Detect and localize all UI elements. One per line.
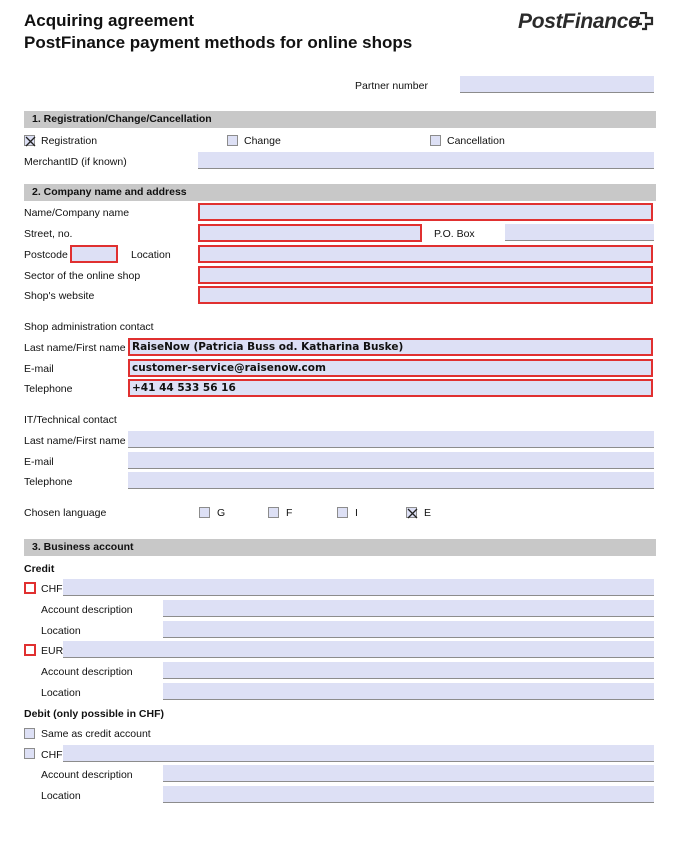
language-label: Chosen language bbox=[24, 507, 107, 519]
it-phone-field[interactable] bbox=[128, 472, 654, 489]
credit-chf-location-field[interactable] bbox=[163, 621, 654, 638]
credit-heading: Credit bbox=[24, 563, 55, 575]
location-label: Location bbox=[131, 249, 171, 261]
language-g-checkbox[interactable] bbox=[199, 507, 210, 518]
change-label: Change bbox=[244, 135, 281, 147]
credit-chf-iban-field[interactable] bbox=[63, 579, 654, 596]
postcode-field[interactable] bbox=[70, 245, 118, 263]
credit-eur-location-label: Location bbox=[41, 687, 81, 699]
language-e-label: E bbox=[424, 507, 432, 519]
admin-email-field[interactable]: customer-service@raisenow.com bbox=[128, 359, 653, 377]
section-company-header: 2. Company name and address bbox=[24, 184, 656, 201]
debit-heading: Debit (only possible in CHF) bbox=[24, 708, 165, 720]
credit-chf-location-label: Location bbox=[41, 625, 81, 637]
credit-chf-label: CHF bbox=[41, 583, 63, 595]
registration-checkbox[interactable] bbox=[24, 135, 35, 146]
language-e-checkbox[interactable] bbox=[406, 507, 417, 518]
debit-account-description-field[interactable] bbox=[163, 765, 654, 782]
credit-chf-account-description-field[interactable] bbox=[163, 600, 654, 617]
merchant-id-field[interactable] bbox=[198, 152, 654, 169]
registration-label: Registration bbox=[41, 135, 98, 147]
po-box-field[interactable] bbox=[505, 224, 654, 241]
credit-eur-label: EUR bbox=[41, 645, 64, 657]
it-phone-label: Telephone bbox=[24, 476, 73, 488]
postcode-label: Postcode bbox=[24, 249, 68, 261]
language-f-checkbox[interactable] bbox=[268, 507, 279, 518]
it-name-label: Last name/First name bbox=[24, 435, 126, 447]
credit-chf-checkbox[interactable] bbox=[24, 582, 36, 594]
it-email-field[interactable] bbox=[128, 452, 654, 469]
debit-chf-checkbox[interactable] bbox=[24, 748, 35, 759]
credit-eur-iban-field[interactable] bbox=[63, 641, 654, 658]
cancellation-label: Cancellation bbox=[447, 135, 505, 147]
company-name-label: Name/Company name bbox=[24, 207, 130, 219]
sector-label: Sector of the online shop bbox=[24, 270, 141, 282]
checkmark-x-icon bbox=[407, 508, 418, 519]
change-checkbox[interactable] bbox=[227, 135, 238, 146]
checkmark-x-icon bbox=[25, 136, 36, 147]
section-registration-header: 1. Registration/Change/Cancellation bbox=[24, 111, 656, 128]
logo-text: PostFinance bbox=[518, 10, 640, 33]
merchant-id-label: MerchantID (if known) bbox=[24, 156, 127, 168]
language-g-label: G bbox=[217, 507, 226, 519]
postfinance-logo bbox=[518, 10, 640, 34]
debit-location-label: Location bbox=[41, 790, 81, 802]
admin-phone-field[interactable]: +41 44 533 56 16 bbox=[128, 379, 653, 397]
postfinance-cross-icon bbox=[634, 12, 654, 34]
street-label: Street, no. bbox=[24, 228, 73, 240]
credit-chf-account-description-label: Account description bbox=[41, 604, 133, 616]
same-as-credit-checkbox[interactable] bbox=[24, 728, 35, 739]
debit-chf-label: CHF bbox=[41, 749, 63, 761]
location-field[interactable] bbox=[198, 245, 653, 263]
sector-field[interactable] bbox=[198, 266, 653, 284]
credit-eur-account-description-label: Account description bbox=[41, 666, 133, 678]
section-business-account-header: 3. Business account bbox=[24, 539, 656, 556]
cancellation-checkbox[interactable] bbox=[430, 135, 441, 146]
it-contact-heading: IT/Technical contact bbox=[24, 414, 117, 426]
website-field[interactable] bbox=[198, 286, 653, 304]
admin-email-label: E-mail bbox=[24, 363, 54, 375]
credit-eur-location-field[interactable] bbox=[163, 683, 654, 700]
po-box-label: P.O. Box bbox=[434, 228, 475, 240]
shop-admin-heading: Shop administration contact bbox=[24, 321, 154, 333]
language-i-checkbox[interactable] bbox=[337, 507, 348, 518]
company-name-field[interactable] bbox=[198, 203, 653, 221]
admin-name-label: Last name/First name bbox=[24, 342, 126, 354]
admin-phone-label: Telephone bbox=[24, 383, 73, 395]
credit-eur-checkbox[interactable] bbox=[24, 644, 36, 656]
it-email-label: E-mail bbox=[24, 456, 54, 468]
form-subtitle: PostFinance payment methods for online shops bbox=[24, 33, 413, 52]
debit-location-field[interactable] bbox=[163, 786, 654, 803]
it-name-field[interactable] bbox=[128, 431, 654, 448]
same-as-credit-label: Same as credit account bbox=[41, 728, 151, 740]
partner-number-field[interactable] bbox=[460, 76, 654, 93]
debit-chf-iban-field[interactable] bbox=[63, 745, 654, 762]
admin-name-field[interactable]: RaiseNow (Patricia Buss od. Katharina Buske) bbox=[128, 338, 653, 356]
debit-account-description-label: Account description bbox=[41, 769, 133, 781]
website-label: Shop's website bbox=[24, 290, 95, 302]
language-i-label: I bbox=[355, 507, 358, 519]
partner-number-label: Partner number bbox=[355, 80, 428, 92]
credit-eur-account-description-field[interactable] bbox=[163, 662, 654, 679]
street-field[interactable] bbox=[198, 224, 422, 242]
language-f-label: F bbox=[286, 507, 293, 519]
form-title: Acquiring agreement bbox=[24, 11, 195, 30]
